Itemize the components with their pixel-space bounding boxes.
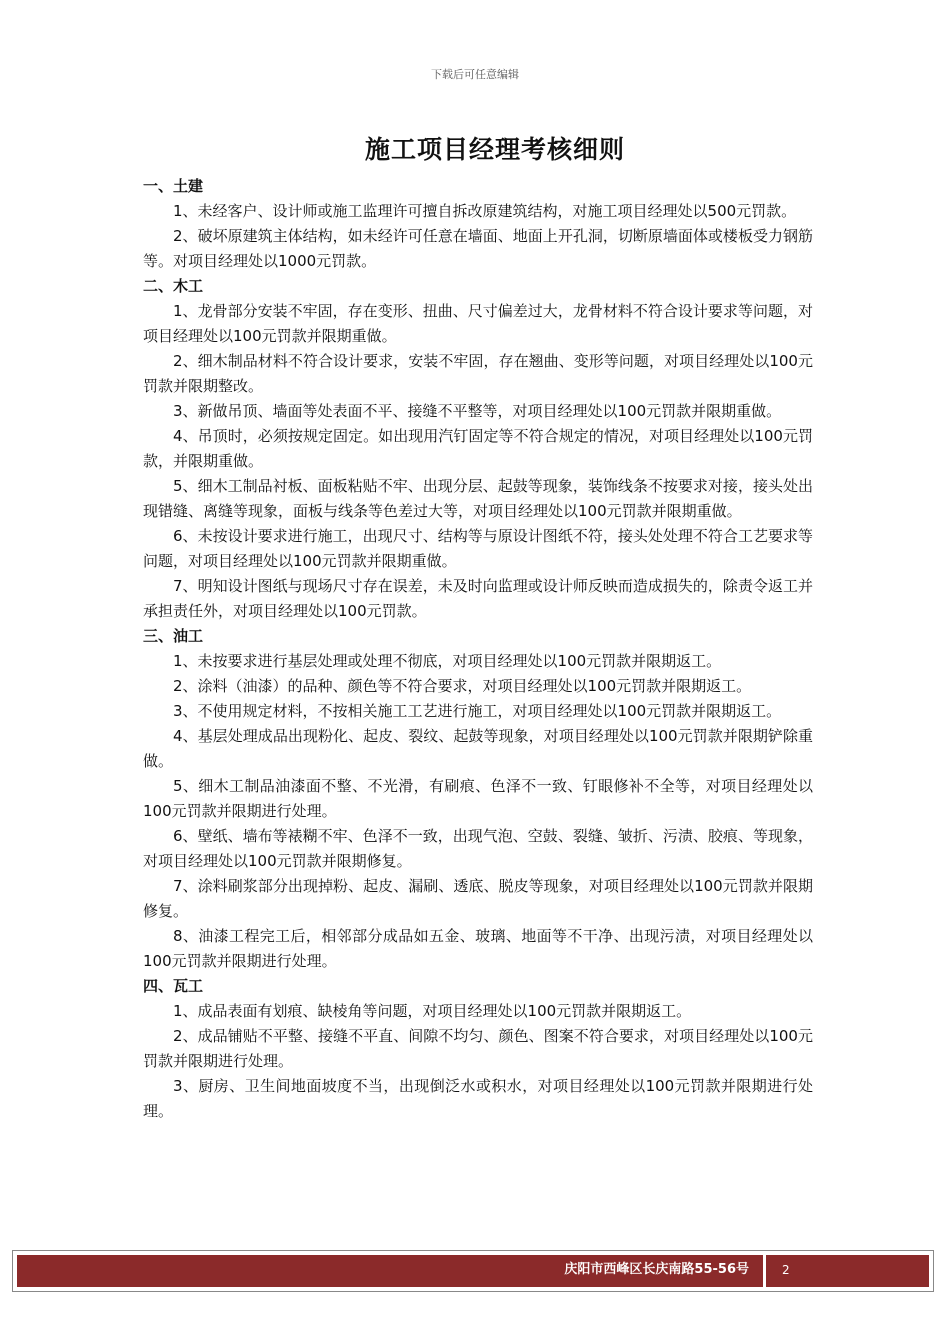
rule-item: 7、涂料刷浆部分出现掉粉、起皮、漏刷、透底、脱皮等现象，对项目经理处以100元罚款并限期修复。 [143,877,813,920]
rule-item: 3、不使用规定材料，不按相关施工工艺进行施工，对项目经理处以100元罚款并限期返工。 [173,702,782,720]
rule-item: 2、细木制品材料不符合设计要求，安装不牢固，存在翘曲、变形等问题，对项目经理处以100元罚款并限期整改。 [143,352,813,395]
rule-item: 6、壁纸、墙布等裱糊不牢、色泽不一致，出现气泡、空鼓、裂缝、皱折、污渍、胶痕、等现象，对项目经理处以100元罚款并限期修复。 [143,827,813,870]
rule-item: 2、成品铺贴不平整、接缝不平直、间隙不均匀、颜色、图案不符合要求，对项目经理处以100元罚款并限期进行处理。 [143,1027,813,1070]
section-heading: 四、瓦工 [143,977,204,995]
rule-item: 1、龙骨部分安装不牢固，存在变形、扭曲、尺寸偏差过大，龙骨材料不符合设计要求等问题，对项目经理处以100元罚款并限期重做。 [143,302,813,345]
section-painting [143,624,813,974]
rule-item: 4、基层处理成品出现粉化、起皮、裂纹、起鼓等现象，对项目经理处以100元罚款并限期铲除重做。 [143,727,813,770]
page-number: 2 [766,1255,929,1287]
rule-item: 2、涂料（油漆）的品种、颜色等不符合要求，对项目经理处以100元罚款并限期返工。 [173,677,752,695]
header-note: 下载后可任意编辑 [431,68,519,81]
footer-bar [17,1255,929,1287]
section-heading: 二、木工 [143,277,204,295]
rule-item: 1、未经客户、设计师或施工监理许可擅自拆改原建筑结构，对施工项目经理处以500元罚款。 [173,202,797,220]
rule-item: 3、新做吊顶、墙面等处表面不平、接缝不平整等，对项目经理处以100元罚款并限期重做。 [173,402,782,420]
rule-item: 5、细木工制品油漆面不整、不光滑，有刷痕、色泽不一致、钉眼修补不全等，对项目经理处以100元罚款并限期进行处理。 [143,777,813,820]
section-heading: 三、油工 [143,627,204,645]
rule-item: 4、吊顶时，必须按规定固定。如出现用汽钉固定等不符合规定的情况，对项目经理处以100元罚款，并限期重做。 [143,427,813,470]
section-heading: 一、土建 [143,177,204,195]
document-body [143,174,813,1124]
section-tiling [143,974,813,1124]
rule-item: 5、细木工制品衬板、面板粘贴不牢、出现分层、起鼓等现象，装饰线条不按要求对接，接头处出现错缝、离缝等现象，面板与线条等色差过大等，对项目经理处以100元罚款并限期重做。 [143,477,813,520]
rule-item: 2、破坏原建筑主体结构，如未经许可任意在墙面、地面上开孔洞，切断原墙面体或楼板受力钢筋等。对项目经理处以1000元罚款。 [143,227,813,270]
rule-item: 3、厨房、卫生间地面坡度不当，出现倒泛水或积水，对项目经理处以100元罚款并限期进行处理。 [143,1077,813,1120]
rule-item: 6、未按设计要求进行施工，出现尺寸、结构等与原设计图纸不符，接头处处理不符合工艺要求等问题，对项目经理处以100元罚款并限期重做。 [143,527,813,570]
rule-item: 8、油漆工程完工后，相邻部分成品如五金、玻璃、地面等不干净、出现污渍，对项目经理处以100元罚款并限期进行处理。 [143,927,813,970]
section-civil [143,174,813,274]
section-carpentry [143,274,813,624]
rule-item: 7、明知设计图纸与现场尺寸存在误差，未及时向监理或设计师反映而造成损失的，除责令返工并承担责任外，对项目经理处以100元罚款。 [143,577,813,620]
rule-item: 1、未按要求进行基层处理或处理不彻底，对项目经理处以100元罚款并限期返工。 [173,652,722,670]
footer-address: 庆阳市西峰区长庆南路55-56号 [17,1255,763,1287]
document-title: 施工项目经理考核细则 [364,135,625,164]
rule-item: 1、成品表面有划痕、缺棱角等问题，对项目经理处以100元罚款并限期返工。 [173,1002,692,1020]
